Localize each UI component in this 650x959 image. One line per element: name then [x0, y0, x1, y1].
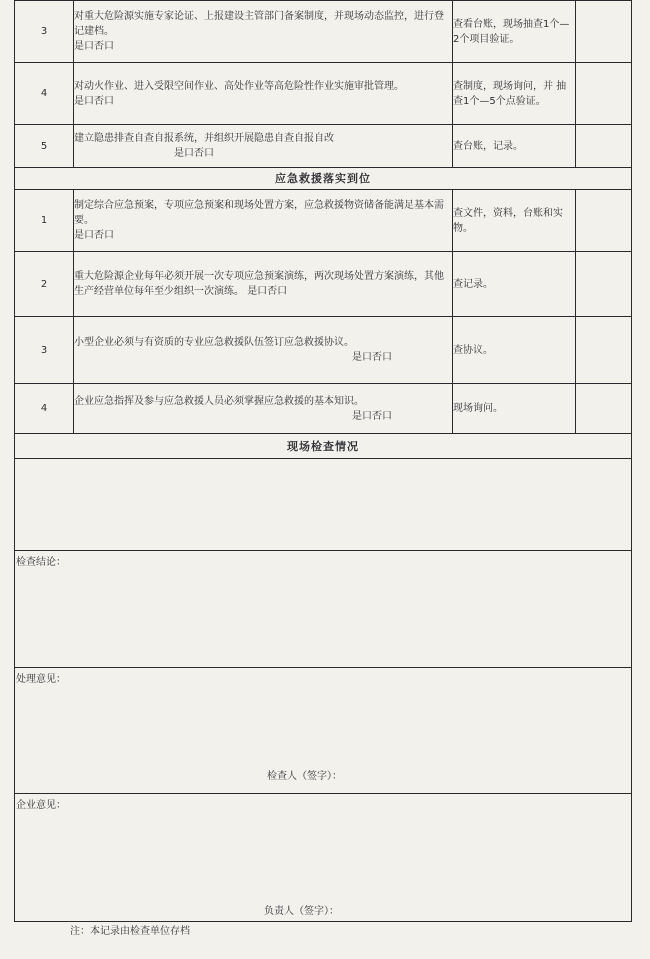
table-row: [15, 190, 632, 252]
conclusion-row: [15, 551, 632, 668]
conclusion-field[interactable]: [15, 551, 632, 668]
yes-no-checkbox[interactable]: 是口否口: [247, 286, 288, 297]
yes-no-checkbox[interactable]: 是口否口: [352, 410, 392, 422]
section-title-emergency: 应急救援落实到位: [15, 168, 632, 190]
check-method: 查文件，资料，台账和实物。: [453, 190, 576, 252]
section-header-row: [15, 434, 632, 459]
result-cell[interactable]: [576, 125, 632, 168]
row-content: [74, 317, 453, 384]
onsite-notes-field[interactable]: [15, 459, 632, 551]
check-method: 查台账，记录。: [453, 125, 576, 168]
opinion-label: 处理意见：: [16, 674, 66, 685]
section-header-row: [15, 168, 632, 190]
requirement-text: 建立隐患排查自查自报系统，并组织开展隐患自查自报自改: [74, 133, 334, 144]
requirement-text: 小型企业必须与有资质的专业应急救援队伍签订应急救援协议。: [74, 337, 354, 348]
row-content: [74, 252, 453, 317]
yes-no-checkbox[interactable]: 是口否口: [352, 352, 392, 363]
enterprise-opinion-label: 企业意见：: [16, 800, 66, 811]
row-content: [74, 1, 453, 63]
requirement-text: 企业应急指挥及参与应急救援人员必须掌握应急救援的基本知识。: [74, 395, 364, 407]
inspection-table: [14, 0, 632, 922]
opinion-row: [15, 668, 632, 794]
table-row: [15, 63, 632, 125]
table-row: [15, 384, 632, 434]
row-number: 4: [15, 384, 74, 434]
row-number: 3: [15, 1, 74, 63]
check-method: 查协议。: [453, 317, 576, 384]
responsible-signature-label: 负责人（签字）：: [264, 906, 339, 917]
table-row: [15, 317, 632, 384]
footnote: 注：本记录由检查单位存档: [70, 926, 190, 937]
row-content: [74, 125, 453, 168]
requirement-text: 制定综合应急预案，专项应急预案和现场处置方案，应急救援物资储备能满足基本需要。: [74, 200, 444, 226]
yes-no-checkbox[interactable]: 是口否口: [74, 41, 114, 52]
requirement-text: 对重大危险源实施专家论证、上报建设主管部门备案制度，并现场动态监控，进行登记建档。: [74, 11, 444, 37]
result-cell[interactable]: [576, 1, 632, 63]
enterprise-row: [15, 794, 632, 922]
result-cell[interactable]: [576, 384, 632, 434]
check-method: 查制度，现场询问，并 抽查1个—5个点验证。: [453, 63, 576, 125]
check-method: 现场询问。: [453, 384, 576, 434]
table-row: [15, 252, 632, 317]
table-row: [15, 125, 632, 168]
yes-no-checkbox[interactable]: 是口否口: [74, 230, 114, 241]
row-content: [74, 63, 453, 125]
result-cell[interactable]: [576, 190, 632, 252]
requirement-text: 重大危险源企业每年必须开展一次专项应急预案演练，两次现场处置方案演练，其他生产经营单位每年至少组织一次演练。: [74, 271, 444, 297]
requirement-text: 对动火作业、进入受限空间作业、高处作业等高危险性作业实施审批管理。: [74, 80, 404, 92]
row-number: 3: [15, 317, 74, 384]
section-title-onsite: 现场检查情况: [15, 434, 632, 459]
yes-no-checkbox[interactable]: 是口否口: [74, 95, 114, 107]
yes-no-checkbox[interactable]: 是口否口: [174, 148, 214, 159]
row-number: 1: [15, 190, 74, 252]
check-method: 查记录。: [453, 252, 576, 317]
check-method: 查看台账，现场抽查1个—2个项目验证。: [453, 1, 576, 63]
row-number: 4: [15, 63, 74, 125]
row-number: 5: [15, 125, 74, 168]
result-cell[interactable]: [576, 252, 632, 317]
onsite-notes-row: [15, 459, 632, 551]
result-cell[interactable]: [576, 317, 632, 384]
row-number: 2: [15, 252, 74, 317]
inspector-signature-label: 检查人（签字）：: [267, 771, 342, 782]
table-row: [15, 1, 632, 63]
row-content: [74, 384, 453, 434]
result-cell[interactable]: [576, 63, 632, 125]
conclusion-label: 检查结论：: [16, 557, 66, 568]
enterprise-opinion-field[interactable]: [15, 794, 632, 922]
opinion-field[interactable]: [15, 668, 632, 794]
row-content: [74, 190, 453, 252]
